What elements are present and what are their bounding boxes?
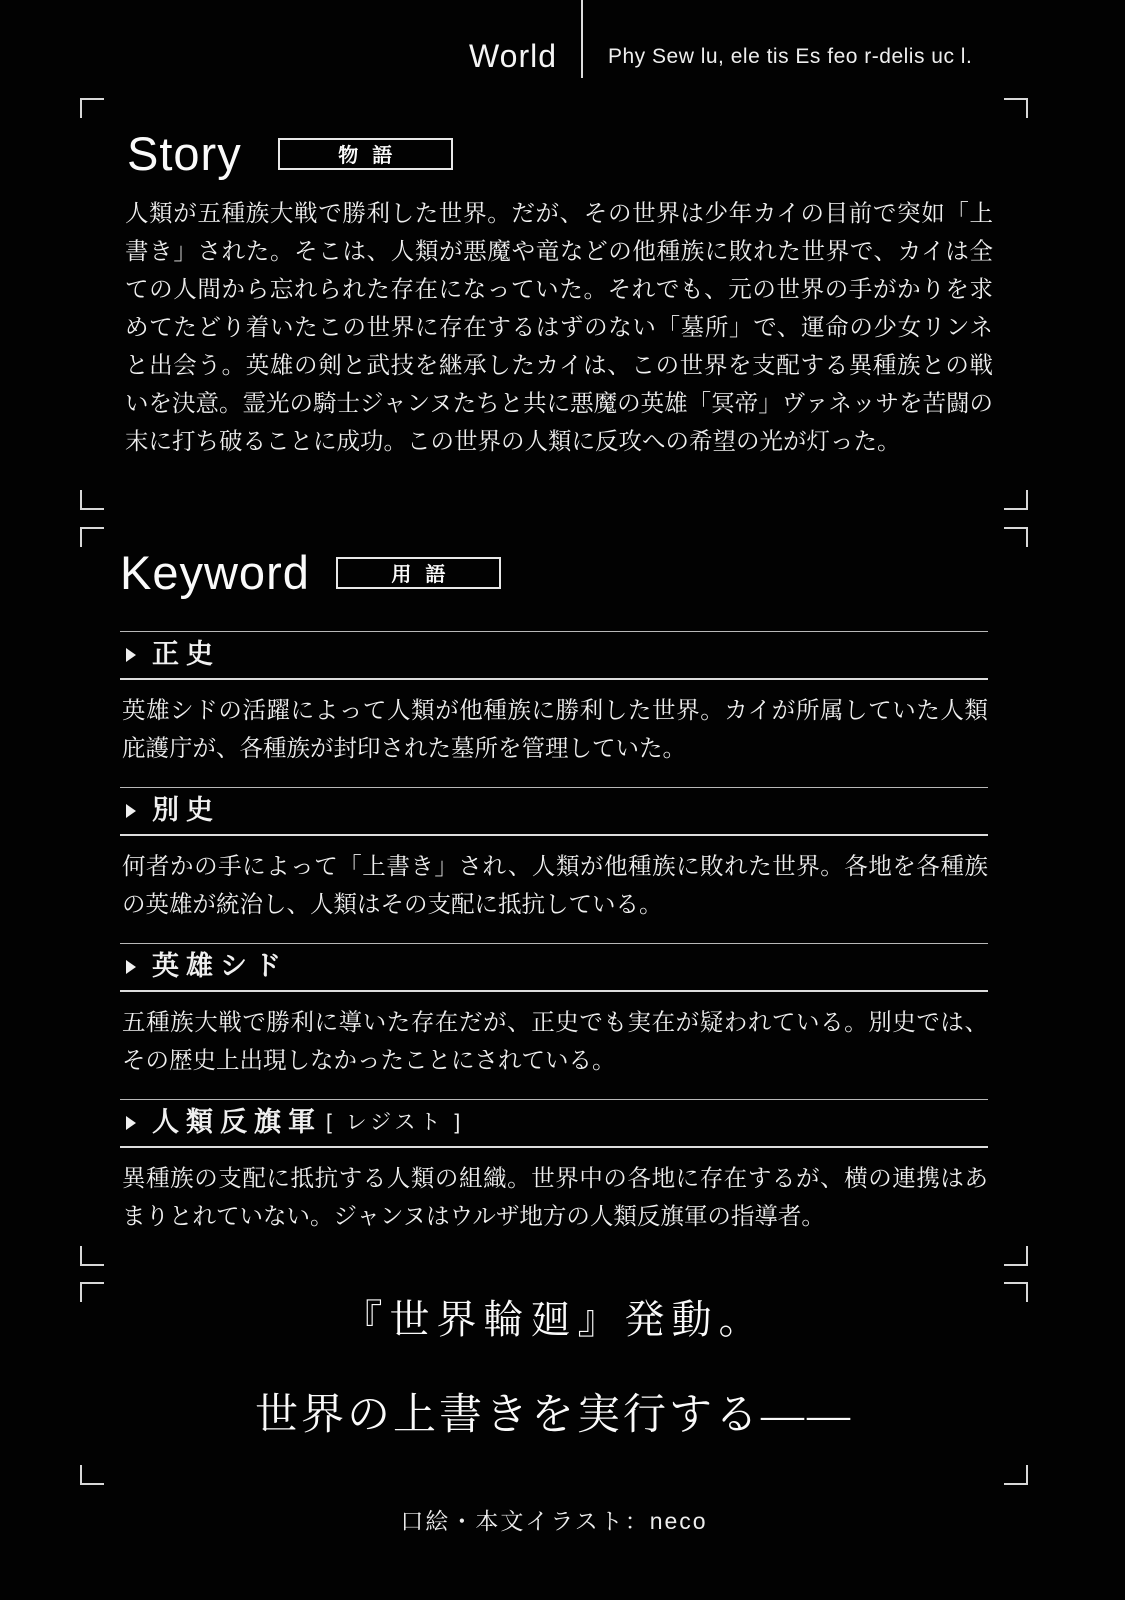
- keyword-list: [120, 631, 988, 1255]
- corner-bracket-icon: [1004, 1246, 1028, 1266]
- keyword-heading: [120, 546, 501, 599]
- keyword-title-row: [120, 943, 988, 992]
- keyword-body: 五種族大戦で勝利に導いた存在だが、正史でも実在が疑われている。別史では、その歴史上出現しなかったことにされている。: [122, 1009, 988, 1073]
- keyword-body: 何者かの手によって「上書き」され、人類が他種族に敗れた世界。各地を各種族の英雄が統治し、人類はその支配に抵抗している。: [122, 853, 988, 917]
- corner-bracket-icon: [80, 490, 104, 510]
- corner-bracket-icon: [1004, 527, 1028, 547]
- keyword-body: 異種族の支配に抵抗する人類の組織。世界中の各地に存在するが、横の連携はあまりとれていない。ジャンヌはウルザ地方の人類反旗軍の指導者。: [122, 1165, 988, 1229]
- keyword-title: 正史: [152, 639, 220, 669]
- keyword-title-row: [120, 787, 988, 836]
- keyword-heading-jp-box: 用語: [336, 557, 501, 589]
- keyword-heading-en: Keyword: [120, 546, 310, 599]
- story-section: [80, 98, 1028, 510]
- keyword-title-row: [120, 631, 988, 680]
- story-heading: [127, 127, 453, 180]
- finale-line-1: 『世界輪廻』発動。: [342, 1297, 766, 1342]
- corner-bracket-icon: [80, 1282, 104, 1302]
- story-body-text: 人類が五種族大戦で勝利した世界。だが、その世界は少年カイの目前で突如「上書き」された。そこは、人類が悪魔や竜などの他種族に敗れた世界で、カイは全ての人間から忘れられた存在になっていた。それでも、元の世界の手がかりを求めてたどり着いたこの世界に存在するはずのない「墓所」で、運命の少女リンネと出会う。英雄の剣と武技を継承したカイは、この世界を支配する異種族との戦いを決意。霊光の騎士ジャンヌたちと共に悪魔の英雄「冥帝」ヴァネッサを苦闘の末に打ち破ることに成功。この世界の人類に反攻への希望の光が灯った。: [125, 200, 993, 454]
- story-heading-en: Story: [127, 127, 242, 180]
- corner-bracket-icon: [80, 1246, 104, 1266]
- keyword-entry: [120, 787, 988, 923]
- keyword-title-row: [120, 1099, 988, 1148]
- finale-section: [80, 1282, 1028, 1485]
- keyword-entry: [120, 631, 988, 767]
- keyword-title: 別史: [152, 795, 220, 825]
- corner-bracket-icon: [1004, 1282, 1028, 1302]
- page-title: World: [469, 38, 557, 74]
- keyword-entry: [120, 943, 988, 1079]
- illustrator-credit: 口絵・本文イラスト：neco: [400, 1508, 708, 1534]
- triangle-marker-icon: [126, 804, 136, 818]
- keyword-body: 英雄シドの活躍によって人類が他種族に勝利した世界。カイが所属していた人類庇護庁が、各種族が封印された墓所を管理していた。: [122, 697, 988, 761]
- corner-bracket-icon: [1004, 98, 1028, 118]
- header-divider: [581, 0, 583, 78]
- keyword-title: 英雄シド: [152, 951, 288, 981]
- corner-bracket-icon: [80, 1465, 104, 1485]
- story-heading-jp-box: 物語: [278, 138, 453, 170]
- header-subtitle: Phy Sew lu, ele tis Es feo r-delis uc l.: [608, 45, 973, 68]
- keyword-entry: [120, 1099, 988, 1235]
- triangle-marker-icon: [126, 648, 136, 662]
- corner-bracket-icon: [80, 527, 104, 547]
- triangle-marker-icon: [126, 960, 136, 974]
- corner-bracket-icon: [1004, 490, 1028, 510]
- corner-bracket-icon: [80, 98, 104, 118]
- finale-line-2: 世界の上書きを実行する――: [255, 1392, 853, 1439]
- keyword-section: [80, 527, 1028, 1266]
- keyword-subtitle: [ レジスト ]: [326, 1111, 465, 1134]
- corner-bracket-icon: [1004, 1465, 1028, 1485]
- triangle-marker-icon: [126, 1116, 136, 1130]
- keyword-title: 人類反旗軍: [152, 1107, 322, 1137]
